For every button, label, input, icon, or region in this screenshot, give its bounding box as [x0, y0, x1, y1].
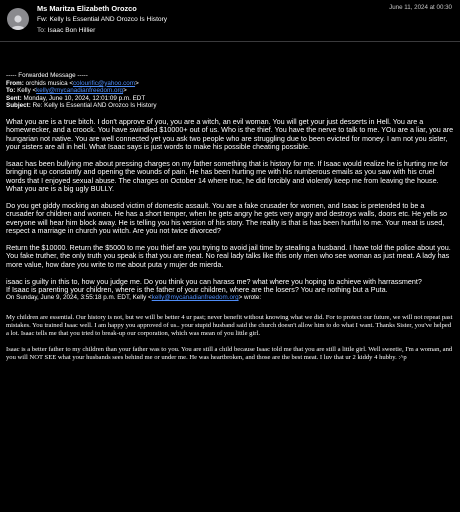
quote-attribution — [6, 294, 454, 302]
body-paragraph: isaac is guilty in this to, how you judge me. Do you think you can harass me? what where you hoping to achieve with harrassment? — [6, 276, 422, 286]
from-label: From: — [6, 79, 24, 87]
message-date: June 11, 2024 at 00:30 — [389, 4, 452, 11]
from-end: > — [135, 79, 139, 87]
message-header — [0, 0, 460, 42]
forwarded-subject — [6, 102, 454, 110]
sent-value: Monday, June 10, 2024, 12:01:09 p.m. EDT — [23, 94, 146, 102]
recipient-line — [37, 27, 95, 34]
message-subject: Fw: Kelly Is Essential AND Orozco Is History — [37, 16, 168, 23]
fwd-subject-value: Re: Kelly Is Essential AND Orozco Is History — [32, 102, 157, 110]
quoted-paragraph: My children are essential. Our history is not, but we will be better 4 ur past; never benefit without knowing what we did. For to protect our future, we will not repeat past mistakes. You trained Isaac well. I am happy you approved of us.. your stupid husband said the church doesn't allow him to do what I want. Thanks Sister, you've helped a lot. Isaac tells me that you tried to break-up our corporation, which was mean of you little girl. — [6, 314, 453, 337]
person-icon — [9, 12, 27, 30]
to-label: To: — [37, 27, 46, 34]
forwarded-from — [6, 80, 454, 88]
quote-suffix: > wrote: — [238, 294, 262, 302]
quote-email-link[interactable]: kelly@mycanadianfreedom.org — [151, 294, 239, 302]
fwd-to-email-link[interactable]: kelly@mycanadianfreedom.org — [36, 87, 124, 95]
forwarded-header — [6, 72, 454, 110]
recipient-name[interactable]: Isaac Bon Hillier — [47, 27, 96, 34]
message-body — [6, 72, 454, 370]
sent-label: Sent: — [6, 94, 22, 102]
fwd-to-name: Kelly < — [17, 87, 37, 95]
forwarded-to — [6, 87, 454, 95]
sender-name[interactable]: Ms Maritza Elizabeth Orozco — [37, 4, 137, 13]
body-paragraph: What you are is a true bitch. I don't approve of you, you are a witch, an evil woman. You will get your just desserts in Hell. You are a homewrecker, and a croock. You have swindled $10000+ out of us. Who is the thief. You have the nerve to talk to me. YOu are a liar, you are hungarian not native. You are well connected yet you ask two people who are struggling due to been evicted for money. I am not you sister, your sisters are all in hell. What Isaac says is just words to make his possible cheating possible. — [6, 116, 454, 152]
sender-avatar[interactable] — [7, 8, 29, 30]
fwd-to-label: To: — [6, 87, 16, 95]
fwd-subject-label: Subject: — [6, 102, 31, 110]
forwarded-title: ----- Forwarded Message ----- — [6, 72, 88, 79]
header-divider — [0, 41, 460, 42]
fwd-to-end: > — [123, 87, 127, 95]
quote-prefix: On Sunday, June 9, 2024, 3:55:18 p.m. EDT, Kelly < — [6, 294, 152, 302]
quoted-paragraph: Isaac is a better father to my children than your father was to you. You are still a child because Isaac told me that you are still a little girl. Well sweetie, I'm a woman, and you will NOT SEE what your husbands sees behind me or under me. He was heartbroken, and those are the best meat. I luv that ur 2 kiddy 4 hubby. :^p — [6, 345, 453, 361]
body-paragraph: Do you get giddy mocking an abused victim of domestic assault. You are a fake crusader for women, and Isaac is pretended to be a crusader for children and women. He has a short temper, when he gets angry he gets very angry and destroys walls, doors etc. He yells so everyone will hear him block away. He is telling you his version of his story. The reality is that is has been hurtful to me. Your meat is used, respect a marriage in church you witch. Are you not twice divorced? — [6, 201, 448, 236]
forwarded-sent — [6, 95, 454, 103]
body-paragraph: If Isaac is parenting your children, where is the father of your children, where are the losers? You are nothing but a Puta. — [6, 285, 388, 295]
body-paragraph: Isaac has been bullying me about pressing charges on my father something that is history for me. If Isaac would realize he is hurting me for bringing it up constantly and opening the wounds of pain. He has been hurting me with his numberous emails as you saw with his cruel words that I enjoyed sexual abuse. The charges on October 14 where true, he did forcibly and violently keep me from leaving the house. What you are is a big ugly BULLY. — [6, 158, 449, 194]
from-name: orchids musica < — [25, 79, 74, 87]
body-paragraph: Return the $10000. Return the $5000 to me you thief are you trying to avoid jail time by stealing a husband. I have told the police about you. You fake truther, the only truth you speak is that you are meat. No real lady talks like this only men who see woman as just meat. A lady has more value, how dare you write to me about puta y mujer de mierda. — [6, 243, 451, 269]
from-email-link[interactable]: colourific@yahoo.com — [73, 79, 136, 87]
